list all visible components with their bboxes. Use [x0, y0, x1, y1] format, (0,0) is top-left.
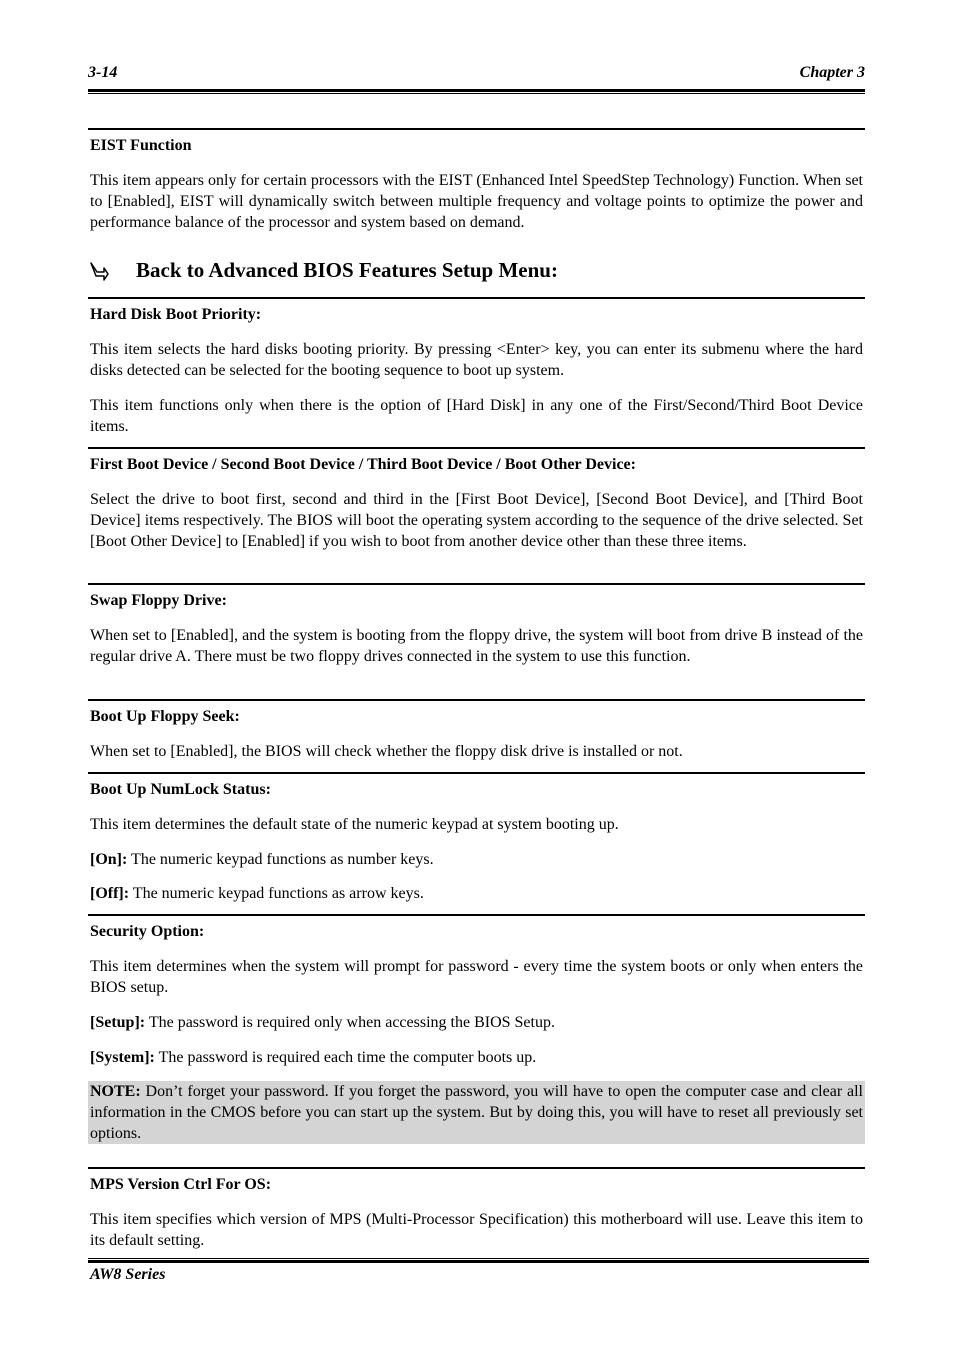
- section-swap-floppy: [88, 583, 865, 667]
- section-title: Hard Disk Boot Priority:: [90, 306, 262, 323]
- section-title: Boot Up Floppy Seek:: [90, 708, 240, 725]
- section-text: Select the drive to boot first, second and third in the [First Boot Device], [Second Boot Device], and [Third Boot Device] items respectively. The BIOS will boot the operating system according to the sequence of the drive selected. Set [Boot Other Device] to [Enabled] if you wish to boot from another device other than these three items.: [90, 491, 863, 550]
- section-text: When set to [Enabled], the BIOS will check whether the floppy disk drive is installed or not.: [90, 743, 683, 760]
- section-title: EIST Function: [90, 137, 192, 154]
- section-text: This item functions only when there is the option of [Hard Disk] in any one of the First/Second/Third Boot Device items.: [90, 397, 863, 435]
- section-title: MPS Version Ctrl For OS:: [90, 1176, 272, 1193]
- section-eist: [88, 128, 865, 233]
- section-numlock: [88, 772, 865, 904]
- section-text: This item selects the hard disks booting priority. By pressing <Enter> key, you can enter its submenu where the hard disks detected can be selected for the booting sequence to boot up system.: [90, 341, 863, 379]
- section-title: Boot Up NumLock Status:: [90, 781, 271, 798]
- section-text: This item determines the default state of the numeric keypad at system booting up.: [90, 816, 619, 833]
- section-divider: [88, 297, 865, 299]
- section-boot-device: [88, 447, 865, 552]
- section-title: Swap Floppy Drive:: [90, 592, 227, 609]
- section-mps: [88, 1167, 865, 1251]
- option-off: [Off]: The numeric keypad functions as arrow keys.: [90, 885, 424, 902]
- footer-rule: [88, 1258, 869, 1263]
- section-divider: [88, 583, 865, 585]
- option-setup: [Setup]: The password is required only when accessing the BIOS Setup.: [90, 1014, 555, 1031]
- section-security: [88, 914, 865, 1144]
- section-divider: [88, 772, 865, 774]
- note-box: NOTE: Don’t forget your password. If you forget the password, you will have to open the computer case and clear all information in the CMOS before you can start up the system. But by doing this, you will have to reset all previously set options.: [90, 1083, 863, 1142]
- back-heading: [88, 258, 558, 283]
- section-text: When set to [Enabled], and the system is booting from the floppy drive, the system will boot from drive B instead of the regular drive A. There must be two floppy drives connected in the system to use this function.: [90, 627, 863, 665]
- section-title: First Boot Device / Second Boot Device / Third Boot Device / Boot Other Device:: [90, 456, 636, 473]
- chapter-label: Chapter 3: [799, 64, 865, 81]
- section-floppy-seek: [88, 699, 865, 762]
- option-system: [System]: The password is required each time the computer boots up.: [90, 1049, 537, 1066]
- section-title: Security Option:: [90, 923, 205, 940]
- section-divider: [88, 1167, 865, 1169]
- section-hdd: [88, 297, 865, 437]
- page-header: [88, 64, 865, 82]
- section-text: This item determines when the system will prompt for password - every time the system boots or only when enters the BIOS setup.: [90, 958, 863, 996]
- section-text: This item appears only for certain processors with the EIST (Enhanced Intel SpeedStep Technology) Function. When set to [Enabled], EIST will dynamically switch between multiple frequency and voltage points to optimize the power and performance balance of the processor and system based on demand.: [90, 172, 863, 231]
- option-on: [On]: The numeric keypad functions as number keys.: [90, 851, 434, 868]
- header-rule: [88, 89, 865, 94]
- section-divider: [88, 699, 865, 701]
- arrow-right-icon: [88, 260, 110, 282]
- page-number: 3-14: [88, 64, 118, 81]
- back-heading-text: Back to Advanced BIOS Features Setup Menu:: [136, 258, 558, 282]
- footer-series: AW8 Series: [90, 1266, 166, 1283]
- section-divider: [88, 128, 865, 130]
- section-divider: [88, 914, 865, 916]
- section-text: This item specifies which version of MPS (Multi-Processor Specification) this motherboard will use. Leave this item to its default setting.: [90, 1211, 863, 1249]
- section-divider: [88, 447, 865, 449]
